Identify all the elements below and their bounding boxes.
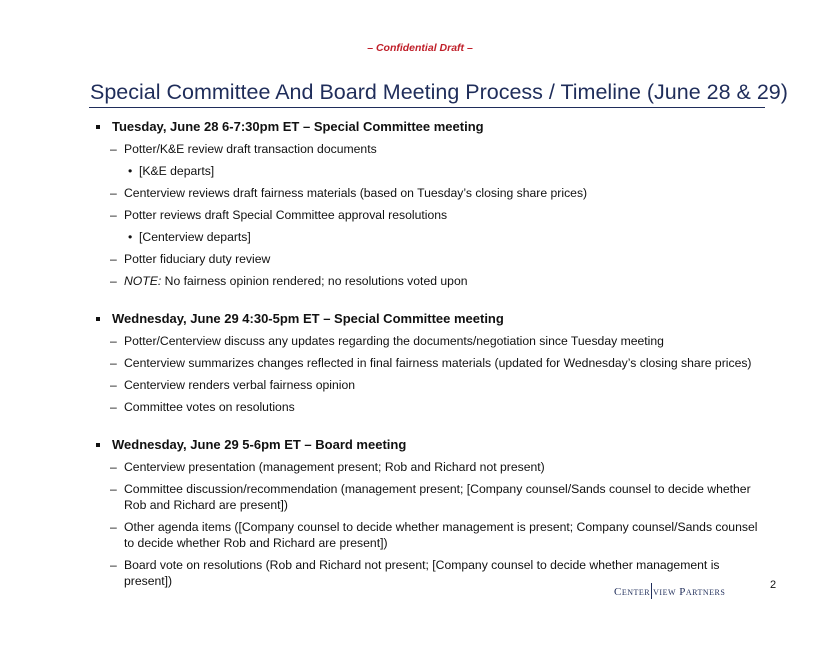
- sub-list-item: • [Centerview departs]: [128, 230, 251, 244]
- section-heading-1: Tuesday, June 28 6-7:30pm ET – Special Committee meeting: [96, 119, 766, 135]
- square-bullet-icon: [96, 125, 100, 129]
- logo-divider: [651, 583, 652, 599]
- section-heading-2: Wednesday, June 29 4:30-5pm ET – Special Committee meeting: [96, 311, 766, 327]
- list-item: – Centerview summarizes changes reflected in final fairness materials (updated for Wednesday’s closing share prices): [110, 356, 752, 370]
- list-item: – Committee discussion/recommendation (management present; [Company counsel/Sands counsel to decide whether Rob and Richard are present]): [110, 482, 751, 512]
- list-item: – Centerview reviews draft fairness materials (based on Tuesday’s closing share prices): [110, 186, 588, 200]
- list-item: – Board vote on resolutions (Rob and Richard not present; [Company counsel to decide whether management is present]): [110, 558, 720, 588]
- list-item: – Centerview presentation (management present; Rob and Richard not present): [110, 460, 545, 474]
- dot-bullet-icon: •: [128, 230, 133, 244]
- confidential-label: – Confidential Draft –: [367, 42, 473, 54]
- page-number: 2: [770, 579, 777, 591]
- centerview-logo: Center view Partners: [614, 583, 725, 599]
- list-item: – Other agenda items ([Company counsel to decide whether management is present; Company counsel/Sands counsel to decide whether Rob and Richard are present]): [110, 520, 758, 550]
- square-bullet-icon: [96, 317, 100, 321]
- title-divider: [89, 107, 765, 108]
- list-item: – Potter reviews draft Special Committee approval resolutions: [110, 208, 448, 222]
- list-item: – Potter/K&E review draft transaction documents: [110, 142, 377, 156]
- square-bullet-icon: [96, 443, 100, 447]
- list-item: – Committee votes on resolutions: [110, 400, 295, 414]
- sub-list-item: • [K&E departs]: [128, 164, 215, 178]
- dot-bullet-icon: •: [128, 164, 133, 178]
- page-title: Special Committee And Board Meeting Process / Timeline (June 28 & 29): [90, 80, 788, 104]
- section-heading-3: Wednesday, June 29 5-6pm ET – Board meeting: [96, 437, 766, 453]
- list-item: – Potter/Centerview discuss any updates regarding the documents/negotiation since Tuesday meeting: [110, 334, 664, 348]
- list-item: – NOTE: No fairness opinion rendered; no resolutions voted upon: [110, 274, 468, 288]
- note-label: NOTE:: [124, 274, 162, 288]
- list-item: – Centerview renders verbal fairness opinion: [110, 378, 356, 392]
- list-item: – Potter fiduciary duty review: [110, 252, 271, 266]
- content-body: [96, 119, 766, 595]
